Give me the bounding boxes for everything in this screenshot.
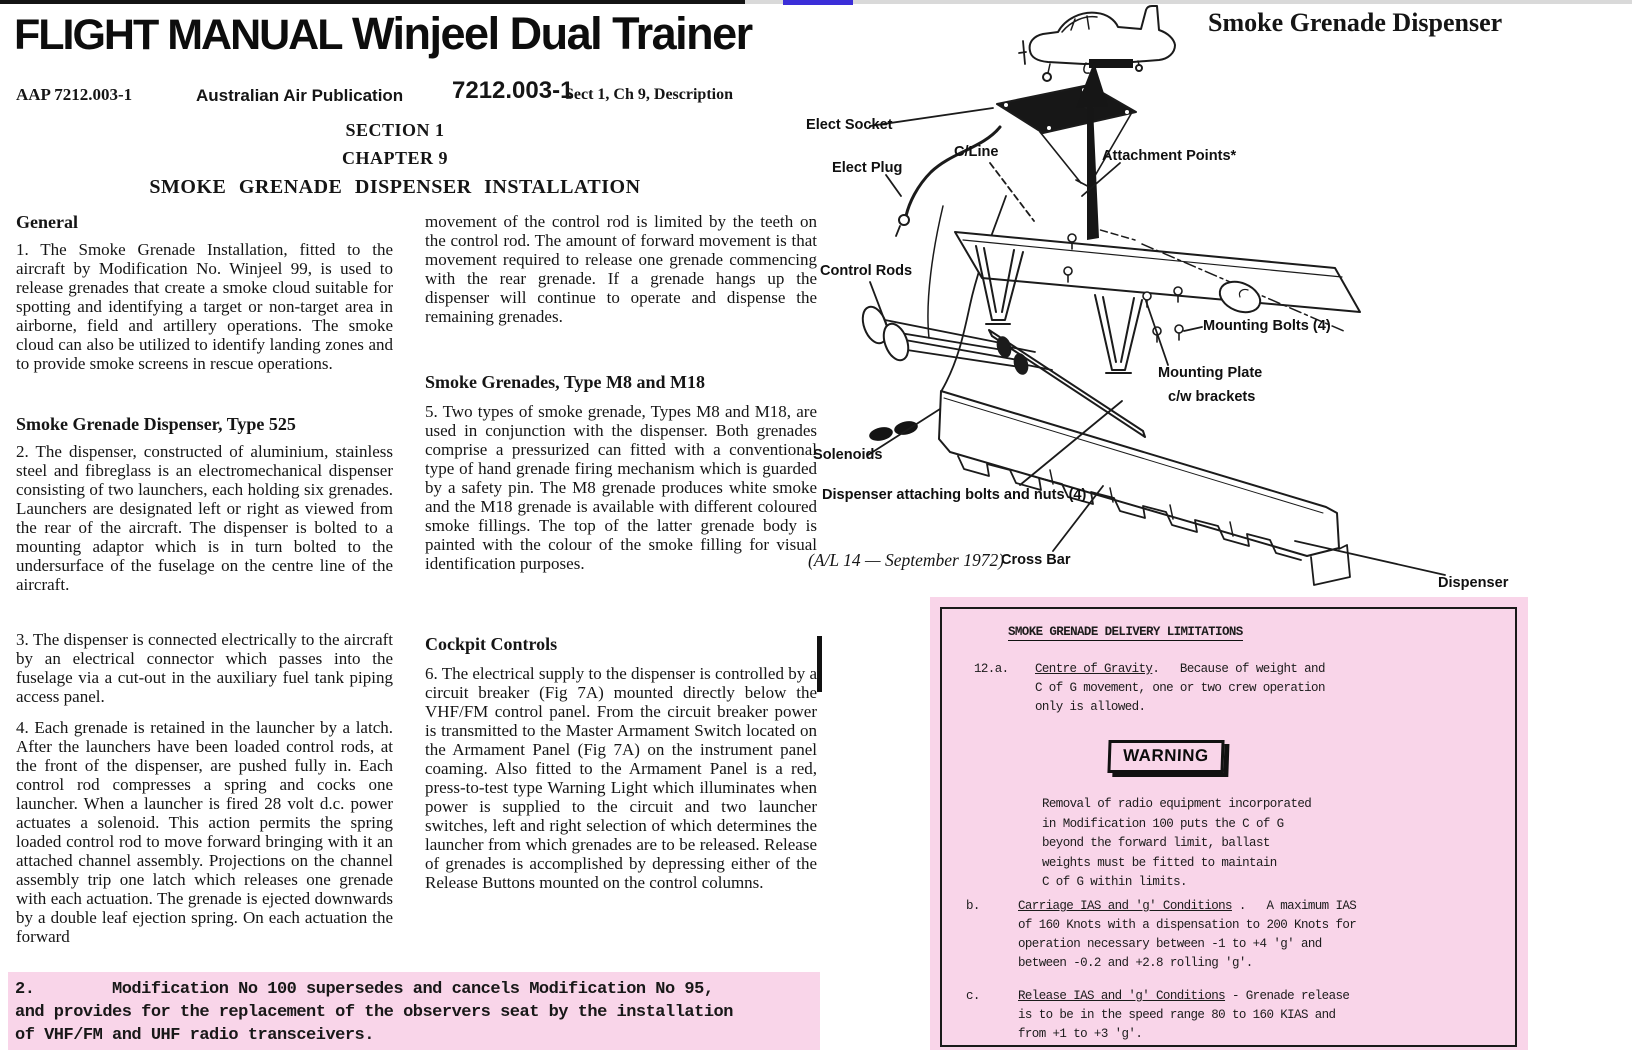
limitation-text: . Because of weight and: [1152, 662, 1325, 676]
diagram-title: Smoke Grenade Dispenser: [1208, 8, 1503, 37]
limitation-text-line: between -0.2 and +2.8 rolling 'g'.: [1018, 956, 1253, 970]
heading-cockpit-controls: Cockpit Controls: [425, 634, 558, 654]
label-dispenser: Dispenser: [1438, 574, 1509, 591]
label-mounting-plate: Mounting Plate: [1158, 364, 1263, 381]
warning-text-line: weights must be fitted to maintain: [1042, 856, 1277, 870]
scan-artifact-black-strip: [0, 0, 745, 4]
limitation-text-line: operation necessary between -1 to +4 'g' and: [1018, 937, 1322, 951]
label-cw-brackets: c/w brackets: [1168, 388, 1256, 405]
paragraph-6: 6. The electrical supply to the dispenser is controlled by a circuit breaker (Fig 7A) mounted directly below the VHF/FM control panel. From the circuit breaker power is transmitted to the Master Armament Switch located on the Armament Panel (Fig 7A) on the instrument panel coaming. Also fitted to the Armament Panel is a red, press-to-test type Warning Light which illuminates when power is supplied to the circuit and two launcher switches, left and right selection of which determines the launcher from which grenades are to be released. Release of grenades is accomplished by depressing either of the Release Buttons mounted on the control columns.: [425, 664, 817, 892]
limitation-text: - Grenade release: [1225, 989, 1350, 1003]
limitation-item-c: [1018, 989, 1349, 1003]
heading-general: General: [16, 212, 78, 232]
heading-grenades-m8-m18: Smoke Grenades, Type M8 and M18: [425, 372, 706, 392]
modification-note: [8, 972, 820, 1050]
paragraph-3: 3. The dispenser is connected electrically to the aircraft by an electrical connector which passes into the fuselage via a cut-out in the auxiliary fuel tank piping access panel.: [16, 630, 393, 706]
pub-ref-right: Sect 1, Ch 9, Description: [565, 86, 733, 103]
chapter-heading: CHAPTER 9: [341, 148, 448, 168]
page-title: [14, 8, 752, 60]
warning-text-line: in Modification 100 puts the C of G: [1042, 817, 1284, 831]
modification-note-line: of VHF/FM and UHF radio transceivers.: [15, 1026, 374, 1045]
limitation-item-number: c.: [966, 989, 980, 1003]
amendment-note: (A/L 14 — September 1972): [808, 550, 1005, 570]
label-elect-plug: Elect Plug: [832, 159, 903, 176]
pub-number: 7212.003-1: [452, 77, 574, 104]
paragraph-5: 5. Two types of smoke grenade, Types M8 and M18, are used in conjunction with the dispenser. Both grenades comprise a pressurized can fitted with a conventional type of hand grenade firing mechanism which is guarded by a safety pin. The M8 grenade produces white smoke and the M18 grenade is available with different coloured smoke fillings. The top of the latter grenade body is painted with the colour of the smoke filling for visual identification purposes.: [425, 402, 817, 573]
label-cross-bar: Cross Bar: [1001, 551, 1071, 568]
change-bar: [817, 636, 822, 692]
limitation-item-number: 12.a.: [974, 662, 1009, 676]
limitations-title: SMOKE GRENADE DELIVERY LIMITATIONS: [1008, 625, 1243, 639]
warning-text-line: C of G within limits.: [1042, 875, 1187, 889]
label-attaching-bolts: Dispenser attaching bolts and nuts (4): [822, 486, 1087, 503]
label-mounting-bolts: Mounting Bolts (4): [1203, 317, 1331, 334]
label-solenoids: Solenoids: [813, 446, 883, 463]
limitation-text-line: is to be in the speed range 80 to 160 KIAS and: [1018, 1008, 1336, 1022]
page-title-manual: FLIGHT MANUAL: [14, 11, 342, 59]
paragraph-4: 4. Each grenade is retained in the launcher by a latch. After the launchers have been loaded control rods, at the front of the dispenser, are pushed fully in. Each control rod compresses a spring and cocks one launcher. When a launcher is fired 28 volt d.c. power actuates a solenoid. This action permits the spring loaded control rod to move forward bringing with it an attached channel assembly. Projections on the channel assembly trip one latch which releases one grenade with each actuation. The grenade is ejected downwards by a double leaf ejection spring. On each actuation the forward: [16, 718, 393, 946]
limitation-text-line: from +1 to +3 'g'.: [1018, 1027, 1143, 1041]
section-heading: SECTION 1: [345, 120, 445, 140]
limitation-term: Carriage IAS and 'g' Conditions: [1018, 899, 1232, 913]
limitation-text-line: C of G movement, one or two crew operation: [1035, 681, 1325, 695]
limitation-text-line: only is allowed.: [1035, 700, 1146, 714]
chapter-title: SMOKE GRENADE DISPENSER INSTALLATION: [149, 176, 641, 198]
warning-text-line: beyond the forward limit, ballast: [1042, 836, 1270, 850]
paragraph-1: 1. The Smoke Grenade Installation, fitted to the aircraft by Modification No. Winjeel 99, is used to release grenades that create a smoke cloud suitable for spotting and identifying a target or non-target area in airborne, field and artillery operations. The smoke cloud can also be utilized to identify landing zones and to provide smoke screens in rescue operations.: [16, 240, 393, 373]
limitation-text-line: of 160 Knots with a dispensation to 200 Knots for: [1018, 918, 1357, 932]
modification-note-line: and provides for the replacement of the observers seat by the installation: [15, 1003, 733, 1022]
pub-label: Australian Air Publication: [196, 86, 404, 105]
label-attachment-points: Attachment Points*: [1102, 147, 1237, 164]
paragraph-4-continued: movement of the control rod is limited by the teeth on the control rod. The amount of forward movement is that movement required to release one grenade commencing with the rear grenade. If a grenade hangs up the dispenser will continue to operate and dispense the remaining grenades.: [425, 212, 817, 326]
limitation-term: Centre of Gravity: [1035, 662, 1153, 676]
page-title-aircraft: Winjeel Dual Trainer: [351, 8, 752, 59]
label-control-rods: Control Rods: [820, 262, 913, 279]
limitation-term: Release IAS and 'g' Conditions: [1018, 989, 1226, 1003]
dispenser-diagram: [790, 0, 1632, 600]
limitation-item-a: [1035, 662, 1325, 676]
limitation-item-number: b.: [966, 899, 980, 913]
heading-type-525: Smoke Grenade Dispenser, Type 525: [16, 414, 296, 434]
modification-note-line: 2. Modification No 100 supersedes and cancels Modification No 95,: [15, 980, 714, 999]
warning-badge: WARNING: [1107, 740, 1224, 773]
limitation-text: . A maximum IAS: [1231, 899, 1357, 913]
label-elect-socket: Elect Socket: [806, 116, 893, 133]
aircraft-illustration: [1019, 6, 1175, 81]
limitation-item-b: [1018, 899, 1356, 913]
paragraph-2: 2. The dispenser, constructed of aluminium, stainless steel and fibreglass is an electromechanical dispenser consisting of two launchers, each holding six grenades. Launchers are designated left or right as viewed from the rear of the aircraft. The dispenser is bolted to a mounting adaptor which is in turn bolted to the undersurface of the fuselage on the centre line of the aircraft.: [16, 442, 393, 594]
label-c-line: C/Line: [954, 143, 999, 160]
pub-ref-left: AAP 7212.003-1: [16, 85, 133, 104]
warning-text-line: Removal of radio equipment incorporated: [1042, 797, 1312, 811]
